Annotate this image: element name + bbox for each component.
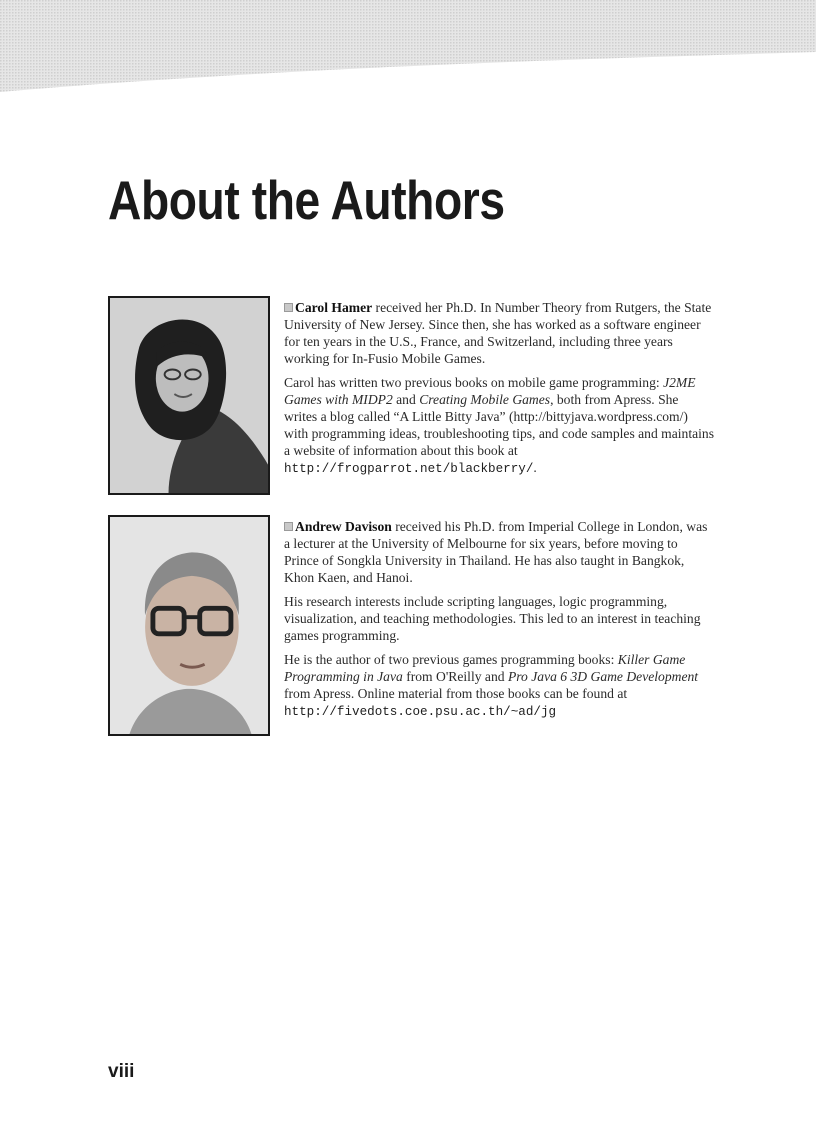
portrait-woman-icon [110,298,268,493]
book-title: Creating Mobile Games [419,392,551,407]
bio-paragraph: He is the author of two previous games programming books: Killer Game Programming in Java from O'Reilly and Pro Java 6 3D Game Development from Apress. Online material from those books can be found at http://fivedots.coe.psu.ac.th/~ad/jg [284,652,699,719]
author-photo-andrew-davison [108,515,270,736]
bio-paragraph: His research interests include scripting languages, logic programming, visualization, and teaching methodologies. This led to an interest in teaching games programming. [284,594,701,643]
book-title: Pro Java 6 3D Game Development [507,669,699,684]
portrait-man-icon [110,517,268,734]
website-link[interactable]: http://frogparrot.net/blackberry/ [284,462,534,476]
page-number: viii [108,1061,135,1082]
book-title: Killer Game Programming in Java [284,652,686,684]
bio-paragraph: Carol Hamer received her Ph.D. In Number Theory from Rutgers, the State University of New Jersey. Since then, she has worked as a software engineer for ten years in the U.S., France, and Switzerland, including three years working for In-Fusio Mobile Games. [284,300,712,366]
author-bio [284,299,714,485]
author-name: Carol Hamer [295,300,373,315]
book-title: J2ME Games with MIDP2 [284,375,696,407]
author-photo-carol-hamer [108,296,270,495]
square-bullet-icon [284,303,293,312]
square-bullet-icon [284,522,293,531]
website-link[interactable]: http://fivedots.coe.psu.ac.th/~ad/jg [284,705,557,719]
author-name: Andrew Davison [295,519,392,534]
bio-paragraph: Andrew Davison received his Ph.D. from Imperial College in London, was a lecturer at the University of Melbourne for six years, before moving to Prince of Songkla University in Thailand. He has also taught in Bangkok, Khon Kaen, and Hanoi. [284,519,708,585]
page-title: About the Authors [108,169,505,231]
author-bio [284,518,714,728]
header-swoosh [0,0,816,95]
bio-paragraph: Carol has written two previous books on mobile game programming: J2ME Games with MIDP2 and Creating Mobile Games, both from Apress. She writes a blog called “A Little Bitty Java” (http://bittyjava.wordpress.com/) with programming ideas, troubleshooting tips, and code samples and maintains a website of information about this book at http://frogparrot.net/blackberry/. [284,375,715,476]
